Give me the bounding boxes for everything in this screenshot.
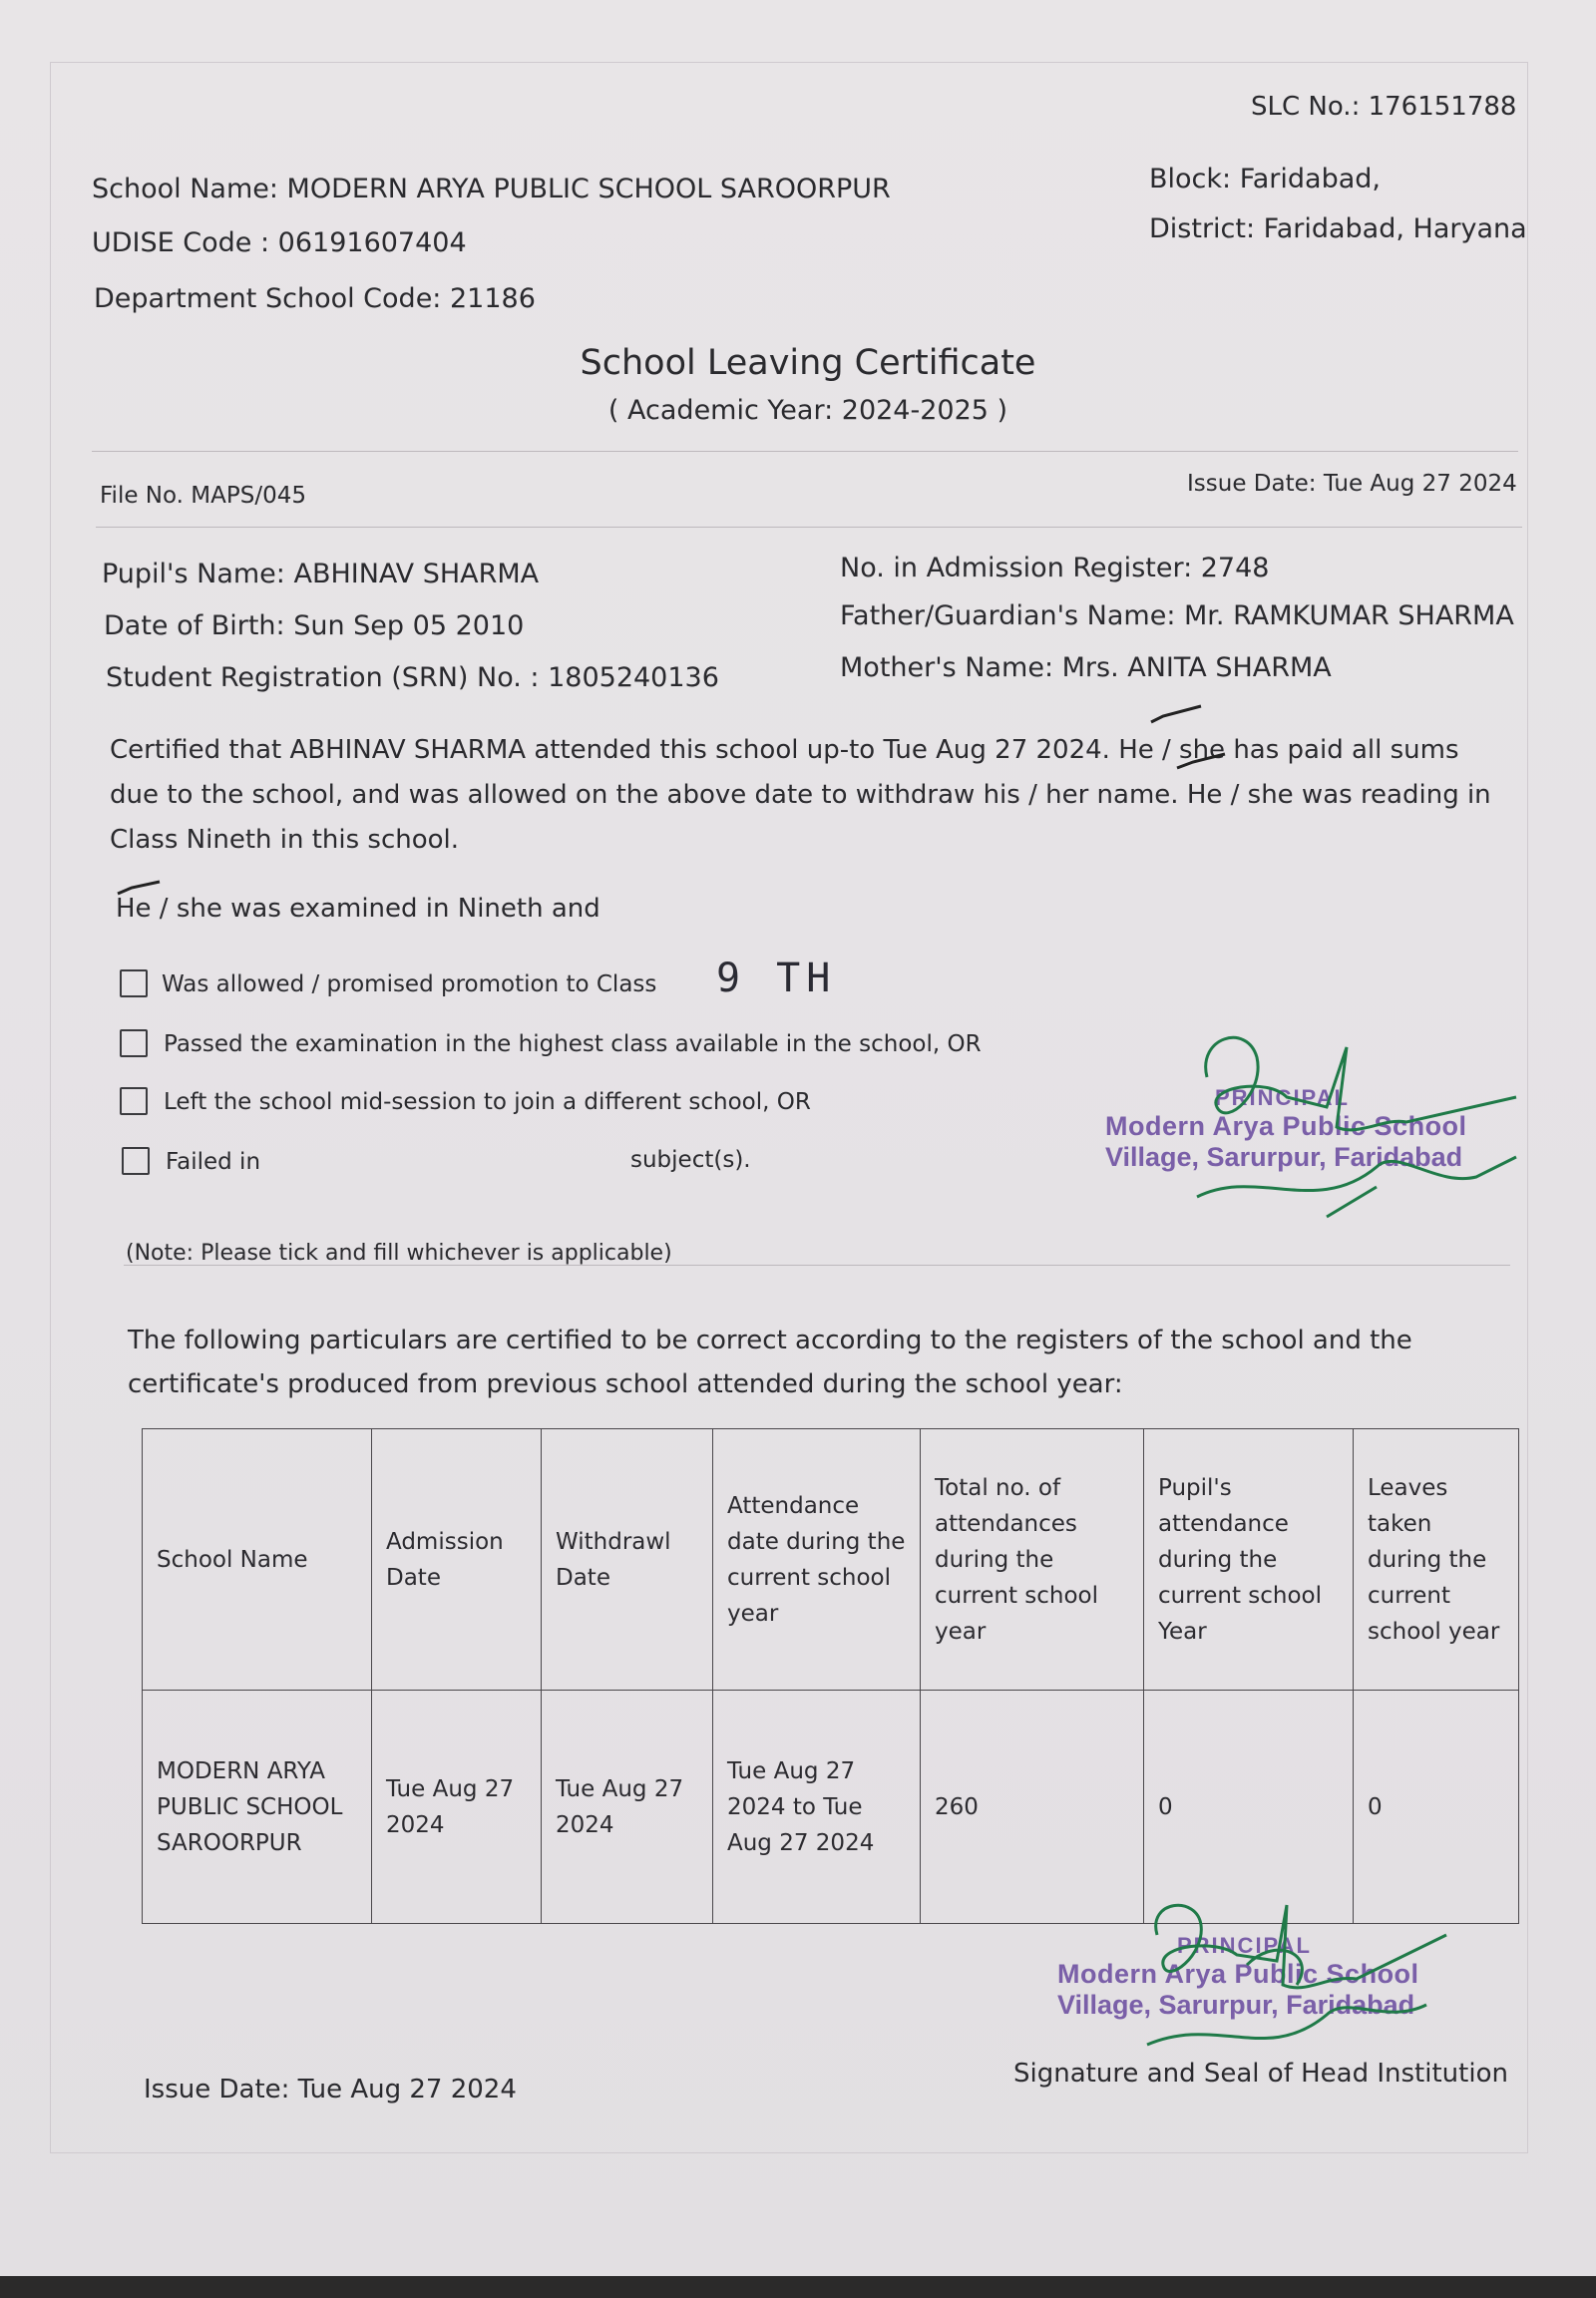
stamp-line-2-bottom: Village, Sarurpur, Faridabad bbox=[1057, 1990, 1415, 2020]
divider bbox=[96, 527, 1522, 528]
tick-mark bbox=[1173, 748, 1233, 778]
passed-highest-class-checkbox[interactable] bbox=[120, 1029, 148, 1057]
passed-option-label: Passed the examination in the highest class available in the school, OR bbox=[164, 1031, 982, 1057]
header-total-attendances: Total no. of attendances during the current school year bbox=[921, 1429, 1144, 1691]
department-school-code: Department School Code: 21186 bbox=[94, 283, 536, 314]
cell-leaves-taken: 0 bbox=[1354, 1691, 1519, 1924]
academic-year: ( Academic Year: 2024-2025 ) bbox=[607, 395, 1008, 426]
stamp-line-2: Village, Sarurpur, Faridabad bbox=[1105, 1142, 1463, 1172]
failed-subjects-suffix: subject(s). bbox=[630, 1147, 751, 1173]
issue-date-bottom: Issue Date: Tue Aug 27 2024 bbox=[144, 2075, 517, 2105]
header-withdrawl-date: Withdrawl Date bbox=[542, 1429, 713, 1691]
divider bbox=[92, 451, 1518, 452]
cell-withdrawl-date: Tue Aug 27 2024 bbox=[542, 1691, 713, 1924]
admission-register-number: No. in Admission Register: 2748 bbox=[840, 553, 1270, 583]
divider bbox=[124, 1265, 1510, 1266]
certificate-title: School Leaving Certificate bbox=[580, 343, 1036, 383]
udise-code: UDISE Code : 06191607404 bbox=[92, 227, 467, 258]
father-name: Father/Guardian's Name: Mr. RAMKUMAR SHARMA bbox=[840, 600, 1514, 631]
particulars-table bbox=[142, 1428, 1519, 1924]
header-pupil-attendance: Pupil's attendance during the current school Year bbox=[1144, 1429, 1354, 1691]
signature-label: Signature and Seal of Head Institution bbox=[1013, 2059, 1508, 2089]
date-of-birth: Date of Birth: Sun Sep 05 2010 bbox=[104, 610, 525, 641]
stamp-principal-bottom: PRINCIPAL bbox=[1177, 1933, 1312, 1958]
file-number: File No. MAPS/045 bbox=[100, 483, 306, 509]
header-leaves-taken: Leaves taken during the current school year bbox=[1354, 1429, 1519, 1691]
stamp-line-1: Modern Arya Public School bbox=[1105, 1111, 1467, 1141]
srn-number: Student Registration (SRN) No. : 1805240136 bbox=[106, 662, 719, 693]
table-row bbox=[143, 1691, 1519, 1924]
stamp-line-1-bottom: Modern Arya Public School bbox=[1057, 1959, 1419, 1989]
left-mid-session-checkbox[interactable] bbox=[120, 1087, 148, 1115]
promotion-checkbox[interactable] bbox=[120, 969, 148, 997]
cell-school-name: MODERN ARYA PUBLIC SCHOOL SAROORPUR bbox=[143, 1691, 372, 1924]
header-school-name: School Name bbox=[143, 1429, 372, 1691]
tick-mark bbox=[1147, 700, 1207, 730]
district: District: Faridabad, Haryana bbox=[1149, 213, 1527, 244]
slc-number: SLC No.: 176151788 bbox=[1251, 92, 1517, 122]
table-header-row bbox=[143, 1429, 1519, 1691]
principal-signature bbox=[1177, 1017, 1536, 1237]
pupil-name: Pupil's Name: ABHINAV SHARMA bbox=[102, 559, 540, 589]
cell-admission-date: Tue Aug 27 2024 bbox=[372, 1691, 542, 1924]
mother-name: Mother's Name: Mrs. ANITA SHARMA bbox=[840, 652, 1332, 683]
cell-pupil-attendance: 0 bbox=[1144, 1691, 1354, 1924]
promotion-option-label: Was allowed / promised promotion to Class bbox=[162, 971, 657, 997]
examined-statement: He / she was examined in Nineth and bbox=[116, 894, 600, 924]
block: Block: Faridabad, bbox=[1149, 164, 1381, 194]
failed-checkbox[interactable] bbox=[122, 1147, 150, 1175]
stamp-principal: PRINCIPAL bbox=[1215, 1085, 1350, 1110]
handwritten-class: 9 TH bbox=[716, 956, 837, 1001]
header-admission-date: Admission Date bbox=[372, 1429, 542, 1691]
left-option-label: Left the school mid-session to join a different school, OR bbox=[164, 1089, 811, 1115]
note: (Note: Please tick and fill whichever is applicable) bbox=[126, 1241, 672, 1266]
cell-attendance-date: Tue Aug 27 2024 to Tue Aug 27 2024 bbox=[713, 1691, 921, 1924]
failed-option-label: Failed in bbox=[166, 1149, 261, 1175]
header-attendance-date: Attendance date during the current school year bbox=[713, 1429, 921, 1691]
issue-date-top: Issue Date: Tue Aug 27 2024 bbox=[1187, 471, 1517, 497]
principal-signature-bottom bbox=[1127, 1895, 1456, 2065]
cell-total-attendances: 260 bbox=[921, 1691, 1144, 1924]
school-name: School Name: MODERN ARYA PUBLIC SCHOOL SAROORPUR bbox=[92, 174, 891, 204]
particulars-statement: The following particulars are certified to be correct according to the registers of the school and the certificate's produced from previous school attended during the school year: bbox=[128, 1326, 1412, 1399]
certificate-statement: Certified that ABHINAV SHARMA attended this school up-to Tue Aug 27 2024. He / she has paid all sums due to the school, and was allowed on the above date to withdraw his / her name. He / she was reading in Class Nineth in this school. bbox=[110, 735, 1491, 855]
